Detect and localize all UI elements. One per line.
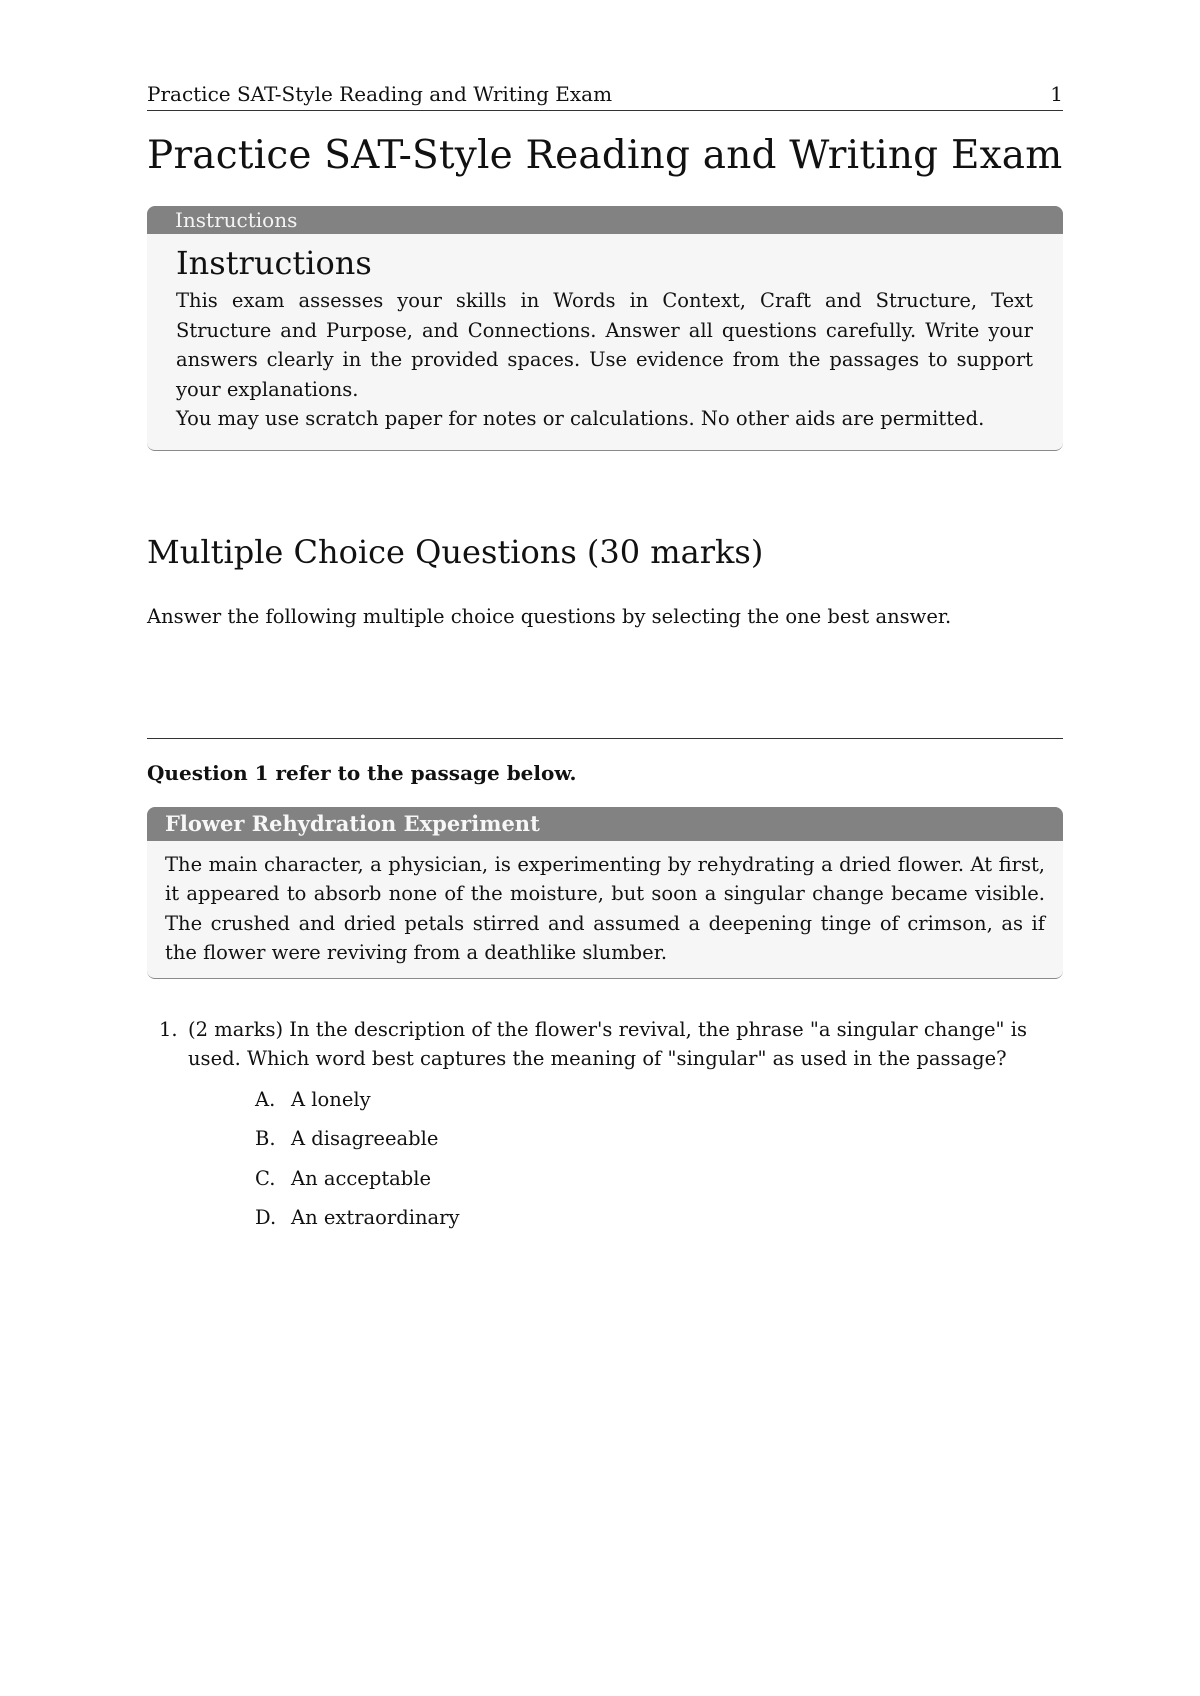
instructions-paragraph-2: You may use scratch paper for notes or calculations. No other aids are permitted.	[176, 407, 985, 430]
page-number: 1	[1050, 82, 1063, 106]
option-letter: B.	[255, 1127, 276, 1150]
passage-text: The main character, a physician, is experimenting by rehydrating a dried flower. At first, it appeared to absorb none of the moisture, but soon a singular change became visible. The crushed and dried petals stirred and assumed a deepening tinge of crimson, as if the flower were reviving from a deathlike slumber.	[165, 852, 1045, 964]
instructions-box-label: Instructions	[147, 206, 1063, 234]
running-title: Practice SAT-Style Reading and Writing Exam	[147, 82, 613, 106]
option-d[interactable]	[255, 1198, 1063, 1238]
question-text: (2 marks) In the description of the flower's revival, the phrase "a singular change" is used. Which word best captures the meaning of "singular" as used in the passage?	[188, 1017, 1027, 1070]
option-b[interactable]	[255, 1119, 1063, 1159]
answer-options	[147, 1080, 1063, 1238]
divider	[147, 738, 1063, 739]
page-title: Practice SAT-Style Reading and Writing Exam	[147, 133, 1063, 178]
option-letter: C.	[255, 1166, 276, 1190]
option-a[interactable]	[255, 1080, 1063, 1120]
passage-title: Flower Rehydration Experiment	[147, 807, 1063, 841]
exam-page	[147, 82, 1063, 1238]
option-letter: A.	[255, 1087, 276, 1111]
option-text: A disagreeable	[291, 1127, 439, 1150]
instructions-box-body	[147, 234, 1063, 450]
section-title: Multiple Choice Questions (30 marks)	[147, 532, 764, 571]
question-reference: Question 1 refer to the passage below.	[147, 760, 577, 785]
question-1	[159, 1015, 1063, 1074]
section-intro: Answer the following multiple choice questions by selecting the one best answer.	[147, 604, 952, 628]
question-number: 1.	[159, 1017, 178, 1041]
option-text: An extraordinary	[291, 1206, 460, 1229]
running-header	[147, 82, 1063, 111]
option-text: A lonely	[291, 1087, 371, 1111]
instructions-heading: Instructions	[176, 244, 372, 282]
passage-box	[147, 807, 1063, 979]
instructions-box	[147, 206, 1063, 451]
option-c[interactable]	[255, 1159, 1063, 1199]
instructions-paragraph-1: This exam assesses your skills in Words in Context, Craft and Structure, Text Structure and Purpose, and Connections. Answer all questions carefully. Write your answers clearly in the provided spaces. Use evidence from the passages to support your explanations.	[176, 289, 1033, 401]
option-text: An acceptable	[291, 1166, 432, 1190]
option-letter: D.	[255, 1206, 277, 1229]
